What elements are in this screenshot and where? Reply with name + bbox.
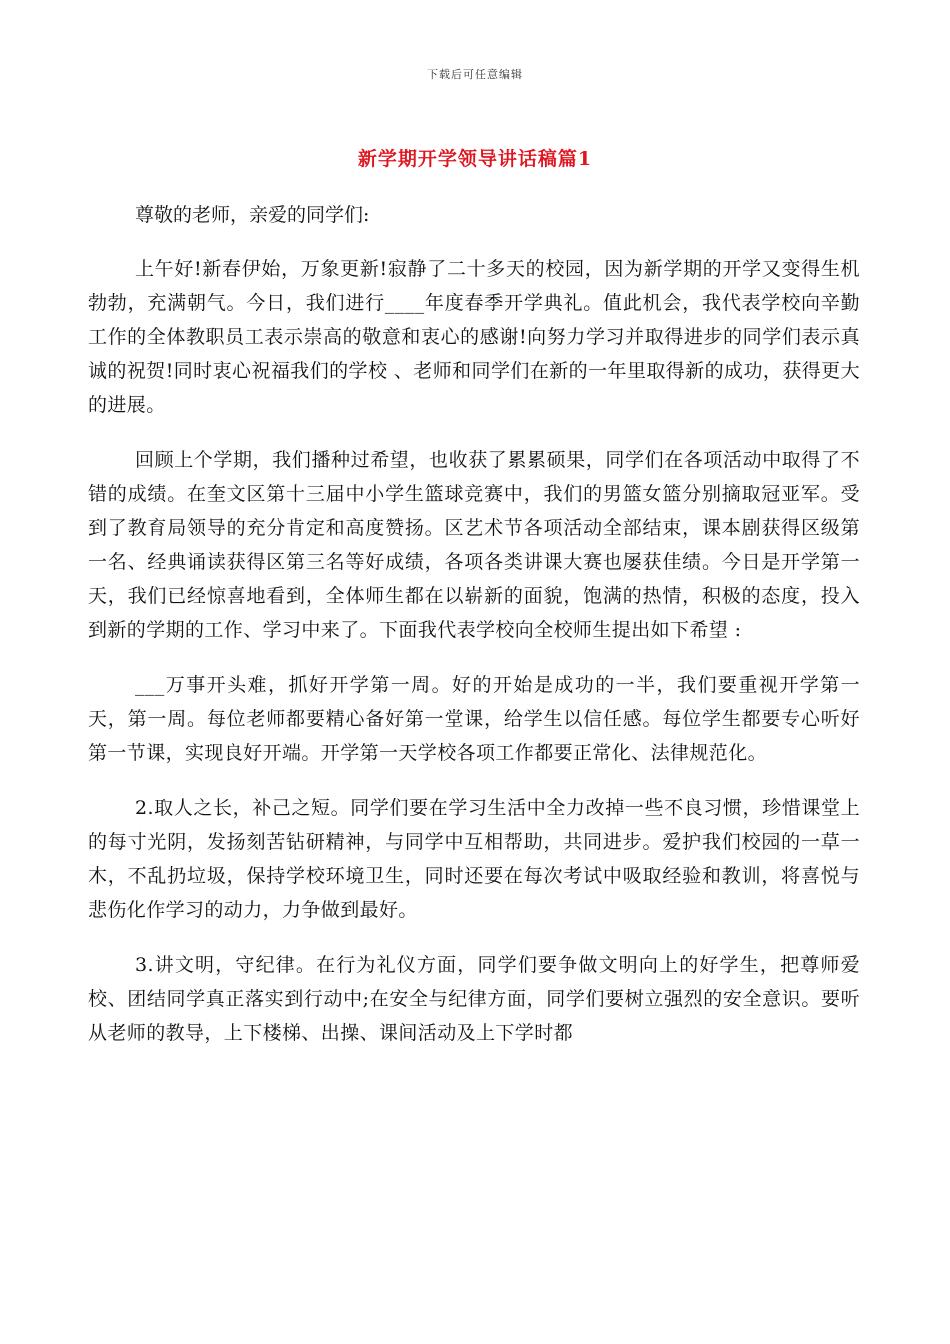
paragraph-4: 2.取人之长，补己之短。同学们要在学习生活中全力改掉一些不良习惯，珍惜课堂上的每寸光阴，发扬刻苦钻研精神，与同学中互相帮助，共同进步。爱护我们校园的一草一木，不乱扔垃圾，保持学校环境卫生，同时还要在每次考试中吸取经验和教训，将喜悦与悲伤化作学习的动力，力争做到最好。	[88, 797, 860, 921]
header-note: 下载后可任意编辑	[427, 68, 523, 81]
salutation: 尊敬的老师，亲爱的同学们:	[135, 204, 370, 226]
document-title: 新学期开学领导讲话稿篇1	[357, 148, 593, 170]
document-body	[88, 198, 860, 1071]
paragraph-1: 上午好!新春伊始，万象更新!寂静了二十多天的校园，因为新学期的开学又变得生机勃勃，充满朝气。今日，我们进行____年度春季开学典礼。值此机会，我代表学校向辛勤工作的全体教职员工表示崇高的敬意和衷心的感谢!向努力学习并取得进步的同学们表示真诚的祝贺!同时衷心祝福我们的学校 、老师和同学们在新的一年里取得新的成功，获得更大的进展。	[88, 258, 860, 416]
paragraph-3: ___万事开头难，抓好开学第一周。好的开始是成功的一半，我们要重视开学第一天，第一周。每位老师都要精心备好第一堂课，给学生以信任感。每位学生都要专心听好第一节课，实现良好开端。开学第一天学校各项工作都要正常化、法律规范化。	[88, 674, 860, 764]
paragraph-5: 3.讲文明，守纪律。在行为礼仪方面，同学们要争做文明向上的好学生，把尊师爱校、团结同学真正落实到行动中;在安全与纪律方面，同学们要树立强烈的安全意识。要听从老师的教导，上下楼梯、出操、课间活动及上下学时都	[88, 954, 860, 1044]
paragraph-2: 回顾上个学期，我们播种过希望，也收获了累累硕果，同学们在各项活动中取得了不错的成绩。在奎文区第十三届中小学生篮球竞赛中，我们的男篮女篮分别摘取冠亚军。受到了教育局领导的充分肯定和高度赞扬。区艺术节各项活动全部结束，课本剧获得区级第一名、经典诵读获得区第三名等好成绩，各项各类讲课大赛也屡获佳绩。今日是开学第一天，我们已经惊喜地看到，全体师生都在以崭新的面貌，饱满的热情，积极的态度，投入到新的学期的工作、学习中来了。下面我代表学校向全校师生提出如下希望 :	[88, 449, 860, 641]
